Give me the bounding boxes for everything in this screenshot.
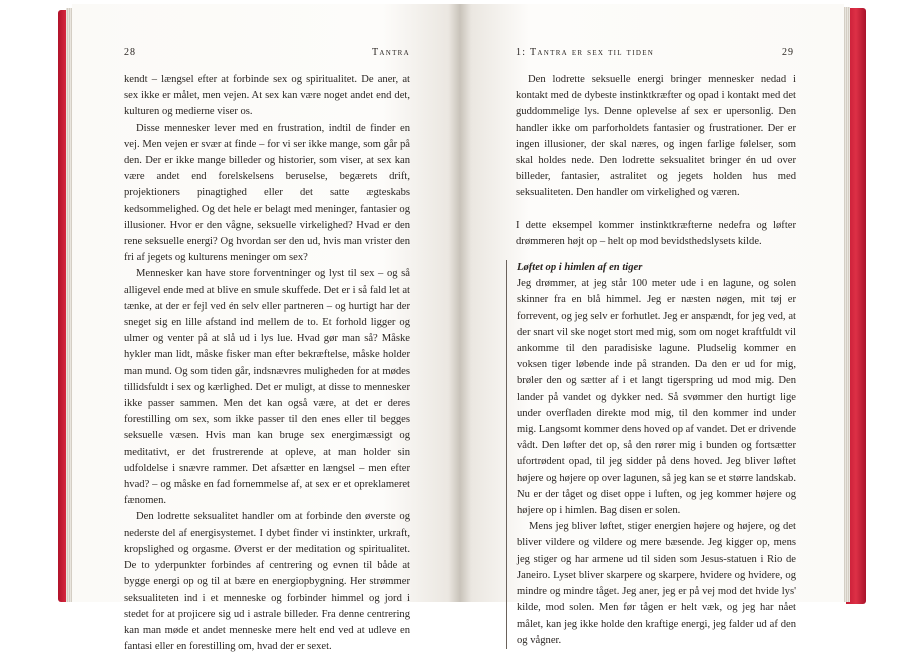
right-page xyxy=(460,4,844,646)
running-head-left: Tantra xyxy=(371,47,410,58)
running-head-right: 1: Tantra er sex til tiden xyxy=(516,47,655,58)
left-page xyxy=(72,4,460,653)
paragraph: kendt – længsel efter at forbinde sex og spiritualitet. De aner, at sex ikke er målet, men vejen. At sex kan være noget andet end det, kulturen og medierne viser os. xyxy=(124,74,410,118)
paragraph: Den lodrette seksuelle energi bringer mennesker nedad i kontakt med de dybeste instinktkræfter og opad i kontakt med det guddommelige lys. Denne oplevelse af sex er upersonlig. Den handler ikke om parforholdets fantasier og frustrationer. Der er ingen illusioner, der skal næres, og ingen farlige følelser, som skal holdes nede. Den lodrette seksualitet bringer én ud over billeder, fantasier, astralitet og jegets holden hus med seksualiteten. Den handler om virkelighed og væren. xyxy=(516,74,796,199)
right-body-text xyxy=(516,72,796,649)
page-number-right: 29 xyxy=(782,47,794,58)
paragraph: Mennesker kan have store forventninger og lyst til sex – og så alligevel ende med at blive en smule skuffede. Det er i så fald let at tænke, at der er fejl ved én selv eller partneren – og hurtigt har der sneget sig en lille afstand ind mellem de to. Et forhold ligger og ulmer og venter på at slå ud i lys lue. Hvad gør man så? Måske hykler man lidt, måske fisker man efter bekræftelse, måske holder man mund. Og som tiden går, indsnævres muligheden for at mødes tillidsfuldt i sex og kærlighed. Det er muligt, at disse to mennesker ikke passer sammen. Men det kan også være, at det er deres forestilling om sex, som ikke passer til den enes eller til begges seksuelle væsen. Hvis man kan bruge sex energimæssigt og meditativt, er det frustrerende at opleve, at man holder sin udfoldelse i snævre rammer. Det afsætter en længsel – men efter hvad? – og måske en fad fornemmelse af, at sex er et opreklameret fænomen. xyxy=(124,268,410,507)
left-body-text xyxy=(124,72,410,655)
dream-paragraph: Mens jeg bliver løftet, stiger energien højere og højere, og det bliver vildere og vildere og mere bæsende. Jeg kigger op, mens jeg stiger og har armene ud til siden som Jesus-statuen i Rio de Janeiro. Lyset bliver skarpere og skarpere, hvidere og hvidere, og mindre og mindre tåget. Jeg aner, jeg er på vej mod det hvide lys' kilde, mod solen. Men før tågen er helt væk, og jeg har nået målet, kan jeg ikke holde den kraftige energi, jeg falder ud af den og vågner. xyxy=(517,521,796,646)
page-number-left: 28 xyxy=(124,47,136,58)
paragraph: Den lodrette seksualitet handler om at forbinde den øverste og nederste del af energisystemet. I dybet finder vi instinkter, urkraft, kropslighed og orgasme. Øverst er der meditation og spiritualitet. De to yderpunkter forbindes af centrering og evnen til både at bygge energi op og til at bære en energiopbygning. Her strømmer seksualiteten ind i et menneske og forbinder himmel og jord i stedet for at projicere sig ud i astrale billeder. Fra denne centrering kan man møde et andet menneske mere helt end ved at udleve en fantasi eller en forestilling om, hvad der er sexet. xyxy=(124,511,410,653)
paragraph: I dette eksempel kommer instinktkræfterne nedefra og løfter drømmeren højt op – helt op mod bevidsthedslysets kilde. xyxy=(516,219,796,247)
dream-paragraph: Jeg drømmer, at jeg står 100 meter ude i en lagune, og solen skinner fra en blå himmel. Jeg er næsten nøgen, mit tøj er forrevent, og jeg selv er forhutlet. Jeg er anspændt, for jeg ved, at der snart vil ske noget stort med mig, som om noget kraftfuldt vil ankomme til den paradisiske lagune. Pludselig kommer en voksen tiger løbende inde på stranden. Da den er ud for mig, brøler den og sætter af i et langt tigerspring ud mod mig. Den lander på vandet og dykker ned. Så svømmer den hurtigt lige under overfladen direkte mod mig, til den kommer ind under mig. Langsomt kommer dens hoved op af vandet. Det er drivende vådt. Den løfter det op, så den rører mig i bunden og fortsætter ufortrødent opad, til jeg sidder på dens hoved. Jeg bliver løftet højere og højere op over lagunen, så jeg kan se et større landskab. Nu er der tåget og diset oppe i luften, og jeg kommer højere og højere op i himlen. Bag disen er solen. xyxy=(517,278,796,517)
dream-box xyxy=(506,260,796,649)
dream-box-title: Løftet op i himlen af en tiger xyxy=(517,262,643,274)
paragraph: Disse mennesker lever med en frustration, indtil de finder en vej. Men vejen er svær at finde – for vi ser ikke mange, som går på den. Der er ikke mange billeder og historier, som viser, at sex kan være andet end forelskelsens beruselse, begærets drift, projektioners pinagtighed eller det satte ægteskabs kedsommelighed. Og det hele er belagt med meninger, fantasier og illusioner. Hvor er den vågne, seksuelle virkelighed? Hvad er den rene seksuelle energi? Og hvordan ser den ud, hvis man vrister den fri af jegets og kulturens meninger om sex? xyxy=(124,122,410,264)
